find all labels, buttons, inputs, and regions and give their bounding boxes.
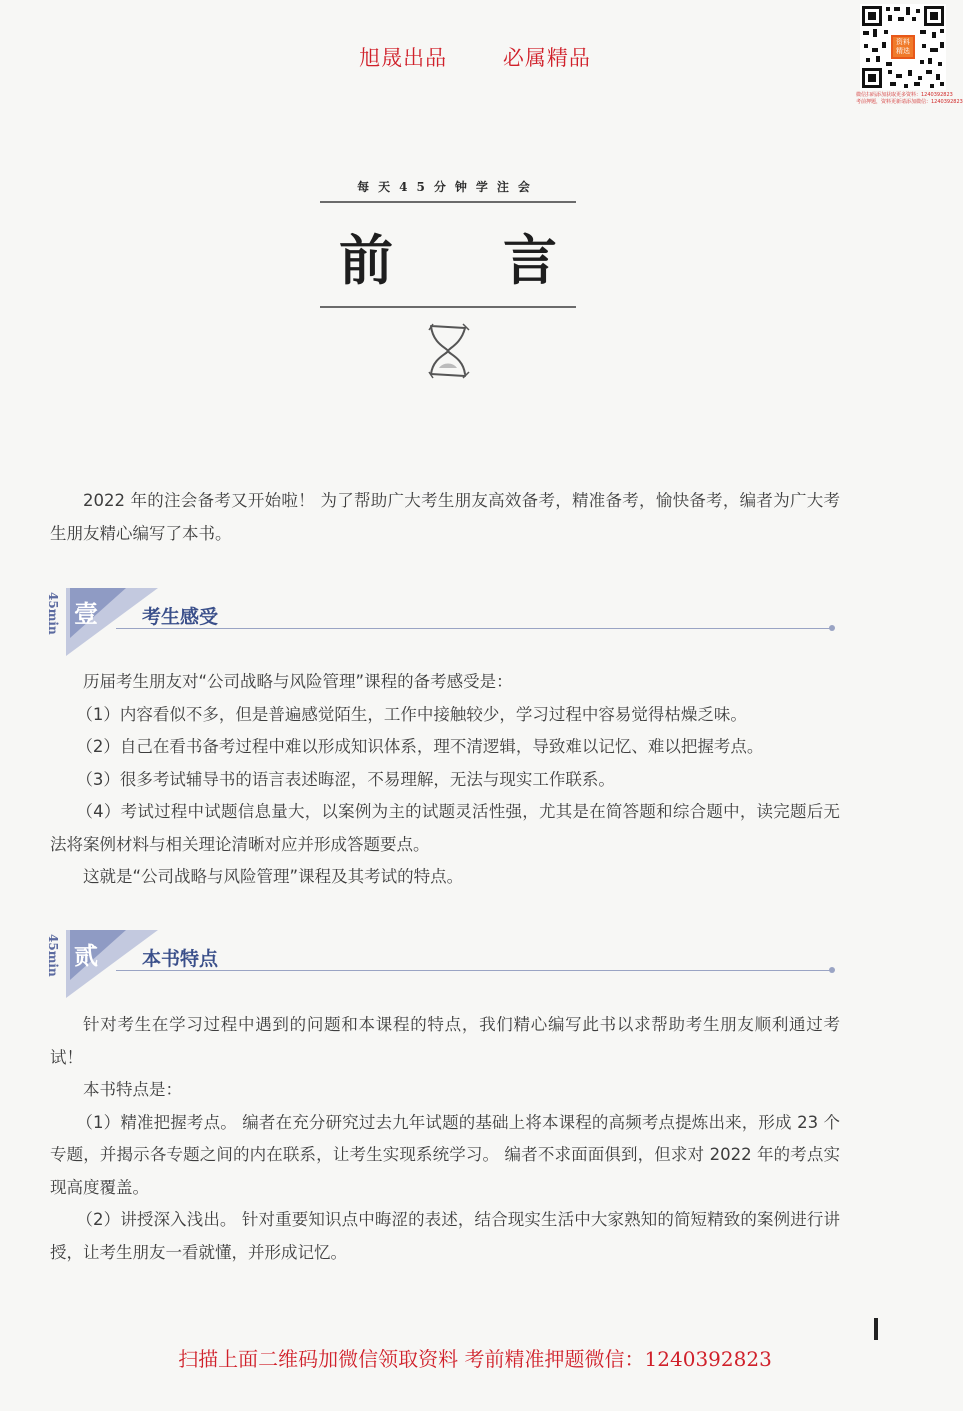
qr-code[interactable] [856,4,963,110]
section1-body [50,666,840,894]
header-slogans [0,42,950,72]
hourglass-icon [425,322,471,384]
series-title: 每天45分钟学注会 [357,180,539,194]
section1-title: 考生感受 [142,606,219,628]
section1-side-label: 45min [46,592,60,635]
qr-caption-line1: 微信扫码添加获取更多资料：1240392823 [856,92,953,98]
header-slogan-right: 必属精品 [502,46,591,70]
section1-divider [116,628,832,629]
section2-body [50,1009,840,1269]
section2-line-2: 本书特点是： [83,1080,182,1099]
section1-line-3: （2）自己在看书备考过程中难以形成知识体系，理不清逻辑，导致难以记忆、难以把握考点。 [76,737,764,756]
section1-line-4: （3）很多考试辅导书的语言表述晦涩，不易理解，无法与现实工作联系。 [76,769,615,789]
qr-image [860,4,946,90]
page-title [320,218,576,295]
page-title-char2: 言 [503,228,557,292]
section1-line-1: 历届考生朋友对“公司战略与风险管理”课程的备考感受是： [83,672,513,691]
section1-line-5: （4）考试过程中试题信息量大，以案例为主的试题灵活性强，尤其是在简答题和综合题中，读完题后无法将案例材料与相关理论清晰对应并形成答题要点。 [50,802,840,854]
section1-line-2: （1）内容看似不多，但是普遍感觉陌生，工作中接触较少，学习过程中容易觉得枯燥乏味。 [76,704,747,724]
qr-caption-line2: 考前押题，资料更新请添加微信：1240392823 [856,99,963,105]
page-title-char1: 前 [339,228,393,292]
section2-line-1: 针对考生在学习过程中遇到的问题和本课程的特点，我们精心编写此书以求帮助考生朋友顺利通过考试！ [50,1015,840,1067]
footer-promo: 扫描上面二维码加微信领取资料 考前精准押题微信：1240392823 [178,1347,772,1371]
section1-line-6: 这就是“公司战略与风险管理”课程及其考试的特点。 [83,867,464,886]
qr-badge: 资料精选 [896,38,910,55]
section1-divider-dot [829,625,835,631]
section1-header [46,588,846,660]
section1-number: 壹 [74,599,98,628]
title-bottom-rule [320,306,576,308]
section2-line-4: （2）讲授深入浅出。 针对重要知识点中晦涩的表述，结合现实生活中大家熟知的简短精致的案例进行讲授，让考生朋友一看就懂，并形成记忆。 [50,1210,840,1262]
intro-text: 2022 年的注会备考又开始啦！ 为了帮助广大考生朋友高效备考，精准备考，愉快备考，编者为广大考生朋友精心编写了本书。 [50,491,840,543]
section2-divider [116,970,832,971]
section2-line-3: （1）精准把握考点。 编者在充分研究过去九年试题的基础上将本课程的高频考点提炼出来，形成 23 个专题，并揭示各专题之间的内在联系，让考生实现系统学习。 编者不求面面俱到，但求对 2022 年的考点实现高度覆盖。 [50,1112,840,1197]
header-slogan-left: 旭晟出品 [359,46,448,70]
title-top-rule [320,201,576,203]
intro-paragraph [50,485,840,550]
section2-side-label: 45min [46,934,60,977]
page-number [874,1318,878,1340]
section2-header [46,930,846,1002]
section2-number: 贰 [74,941,98,970]
qr-caption [856,92,963,106]
section2-title: 本书特点 [142,948,219,970]
section2-divider-dot [829,967,835,973]
